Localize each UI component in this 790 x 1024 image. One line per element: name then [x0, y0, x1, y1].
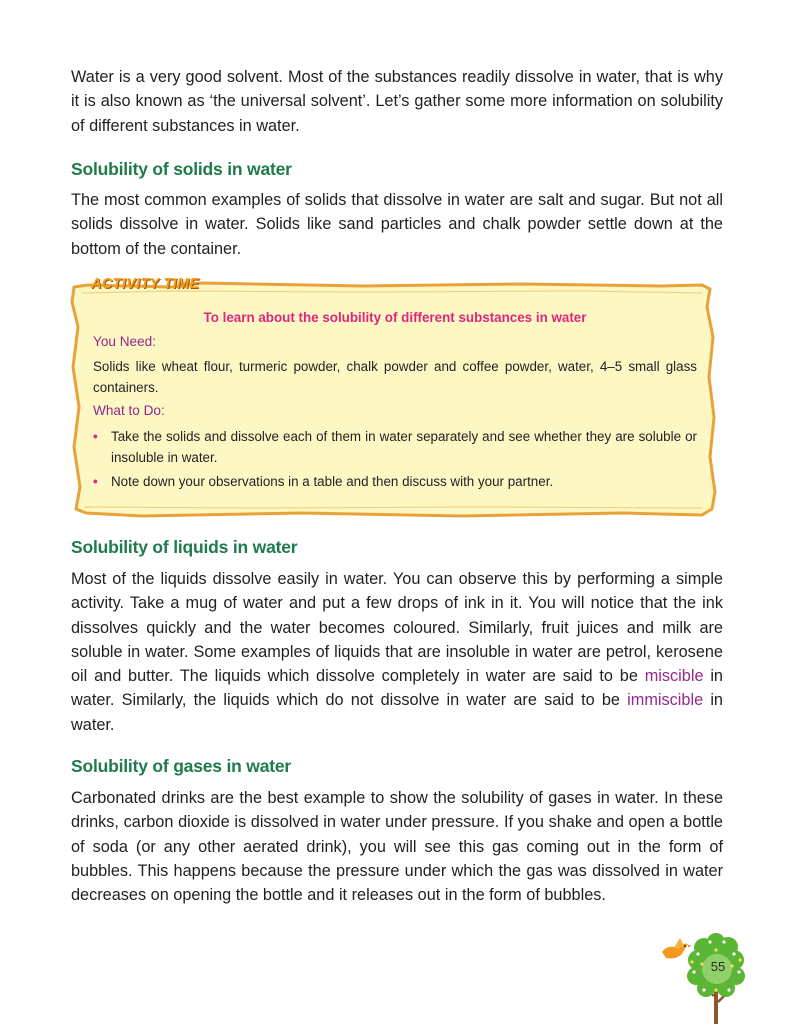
gases-paragraph: Carbonated drinks are the best example to show the solubility of gases in water. In these drinks, carbon dioxide is dissolved in water under pressure. If you shake and open a bottle of soda (or any other aerated drink), you will see this gas coming out in the form of bubbles. This happens because the pressure under which the gas was dissolved in water decreases on opening the bottle and it releases out in the form of bubbles.	[71, 789, 723, 905]
liquids-paragraph	[71, 567, 723, 737]
list-item	[93, 427, 697, 468]
step-text: Note down your observations in a table and then discuss with your partner.	[111, 474, 554, 489]
page-number-tree-icon	[654, 930, 754, 1024]
bullet-icon: •	[93, 474, 98, 489]
solids-paragraph: The most common examples of solids that dissolve in water are salt and sugar. But not all solids dissolve in water. Solids like sand particles and chalk powder settle down at the bottom of the container.	[71, 191, 723, 258]
liquids-text-1: Most of the liquids dissolve easily in water. You can observe this by performing a simple activity. Take a mug of water and put a few drops of ink in it. You will notice that the ink dissolves quickly and the water becomes coloured. Similarly, fruit juices and milk are soluble in water. Some examples of liquids that are insoluble in water are petrol, kerosene oil and butter. The liquids which dissolve completely in water are said to be	[71, 570, 723, 686]
you-need-text: Solids like wheat flour, turmeric powder, chalk powder and coffee powder, water, 4–5 small glass containers.	[93, 359, 697, 395]
step-text: Take the solids and dissolve each of them in water separately and see whether they are soluble or insoluble in water.	[111, 429, 697, 465]
page-number: 55	[710, 959, 726, 974]
you-need-label: You Need:	[93, 334, 156, 349]
term-immiscible: immiscible	[627, 691, 704, 710]
activity-title: To learn about the solubility of different substances in water	[203, 310, 587, 325]
activity-time-label: ACTIVITY TIME	[91, 276, 200, 292]
term-miscible: miscible	[644, 667, 704, 686]
liquids-heading: Solubility of liquids in water	[71, 537, 298, 557]
gases-heading: Solubility of gases in water	[71, 756, 292, 776]
list-item	[93, 472, 697, 493]
activity-steps-list	[93, 427, 697, 497]
liquids-text-2: in water. Similarly, the liquids which do not dissolve in water are said to be	[71, 667, 723, 710]
bullet-icon: •	[93, 429, 98, 444]
liquids-text-3: in water.	[71, 691, 723, 734]
what-to-do-label: What to Do:	[93, 403, 165, 418]
intro-paragraph: Water is a very good solvent. Most of the substances readily dissolve in water, that is why it is also known as ‘the universal solvent’. Let’s gather some more information on solubility of different substances in water.	[71, 68, 723, 135]
solids-heading: Solubility of solids in water	[71, 159, 292, 179]
